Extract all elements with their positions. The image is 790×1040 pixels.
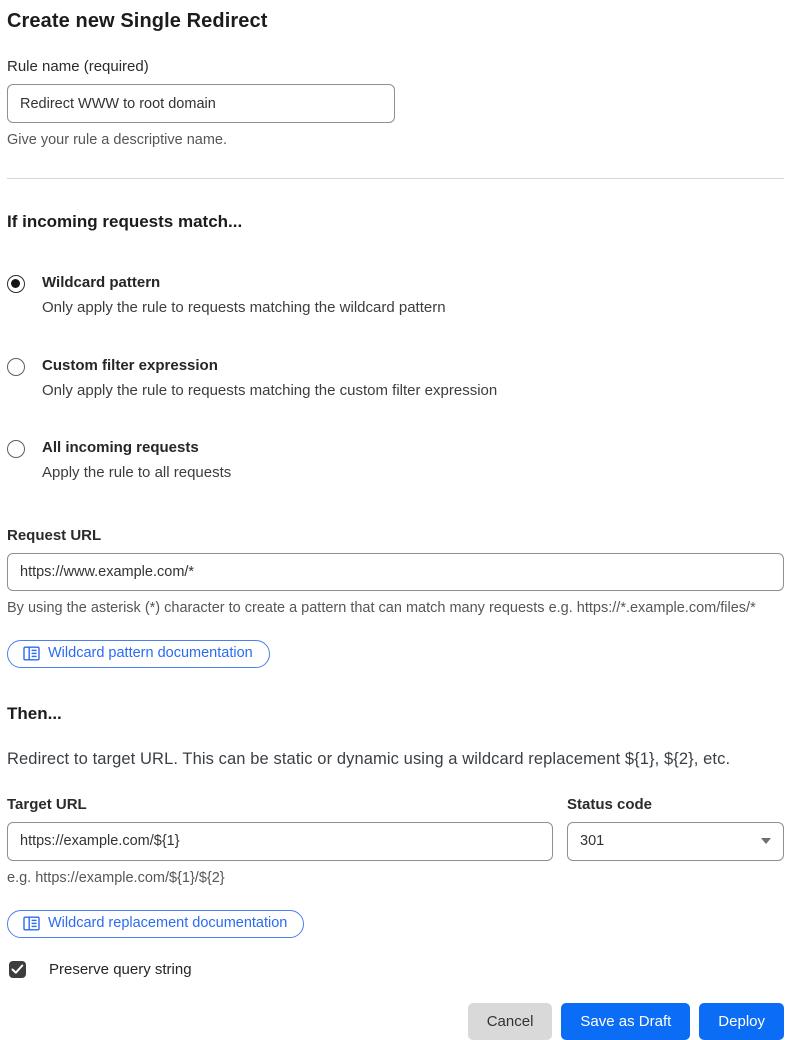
status-code-value: 301 xyxy=(580,833,605,850)
then-description: Redirect to target URL. This can be static or dynamic using a wildcard replacement ${1}, ${2}, etc. xyxy=(7,749,731,768)
target-url-help: e.g. https://example.com/${1}/${2} xyxy=(7,869,225,886)
footer-actions xyxy=(7,1003,784,1040)
book-icon xyxy=(23,646,40,661)
rule-name-input[interactable] xyxy=(7,84,395,123)
match-type-radio-group xyxy=(7,274,784,483)
status-code-select[interactable] xyxy=(567,822,784,861)
deploy-button[interactable]: Deploy xyxy=(699,1003,784,1040)
request-url-help: By using the asterisk (*) character to create a pattern that can match many requests e.g. https://*.example.com/files/* xyxy=(7,599,756,616)
radio-option-custom-filter[interactable] xyxy=(7,357,784,401)
cancel-button[interactable]: Cancel xyxy=(468,1003,553,1040)
save-as-draft-button[interactable]: Save as Draft xyxy=(561,1003,690,1040)
radio-label: Custom filter expression xyxy=(42,356,218,374)
radio-description: Only apply the rule to requests matching the wildcard pattern xyxy=(42,299,446,317)
book-icon xyxy=(23,916,40,931)
request-url-input[interactable] xyxy=(7,553,784,591)
rule-name-help: Give your rule a descriptive name. xyxy=(7,132,228,148)
radio-option-wildcard-pattern[interactable] xyxy=(7,274,784,318)
radio-description: Apply the rule to all requests xyxy=(42,464,232,482)
status-code-label: Status code xyxy=(567,795,653,813)
rule-name-label: Rule name (required) xyxy=(7,58,149,75)
preserve-query-checkbox-row[interactable] xyxy=(7,961,784,978)
wildcard-pattern-docs-button[interactable] xyxy=(7,640,270,668)
then-section-heading: Then... xyxy=(7,703,62,723)
radio-description: Only apply the rule to requests matching the custom filter expression xyxy=(42,381,498,399)
target-url-input[interactable] xyxy=(7,822,553,861)
page-title: Create new Single Redirect xyxy=(7,10,268,32)
radio-label: Wildcard pattern xyxy=(42,274,161,292)
radio-option-all-requests[interactable] xyxy=(7,439,784,483)
radio-unselected-icon[interactable] xyxy=(7,440,25,458)
chevron-down-icon xyxy=(761,838,771,844)
preserve-query-label: Preserve query string xyxy=(49,960,192,978)
request-url-label: Request URL xyxy=(7,526,102,544)
docs-button-label: Wildcard pattern documentation xyxy=(48,645,253,662)
wildcard-replacement-docs-button[interactable] xyxy=(7,910,304,938)
match-section-heading: If incoming requests match... xyxy=(7,212,243,232)
section-divider xyxy=(7,178,784,179)
target-row xyxy=(7,796,784,861)
target-url-label: Target URL xyxy=(7,795,87,813)
radio-label: All incoming requests xyxy=(42,439,199,457)
checkbox-checked-icon[interactable] xyxy=(9,961,26,978)
docs-button-label: Wildcard replacement documentation xyxy=(48,915,288,932)
radio-selected-icon[interactable] xyxy=(7,275,25,293)
radio-unselected-icon[interactable] xyxy=(7,358,25,376)
